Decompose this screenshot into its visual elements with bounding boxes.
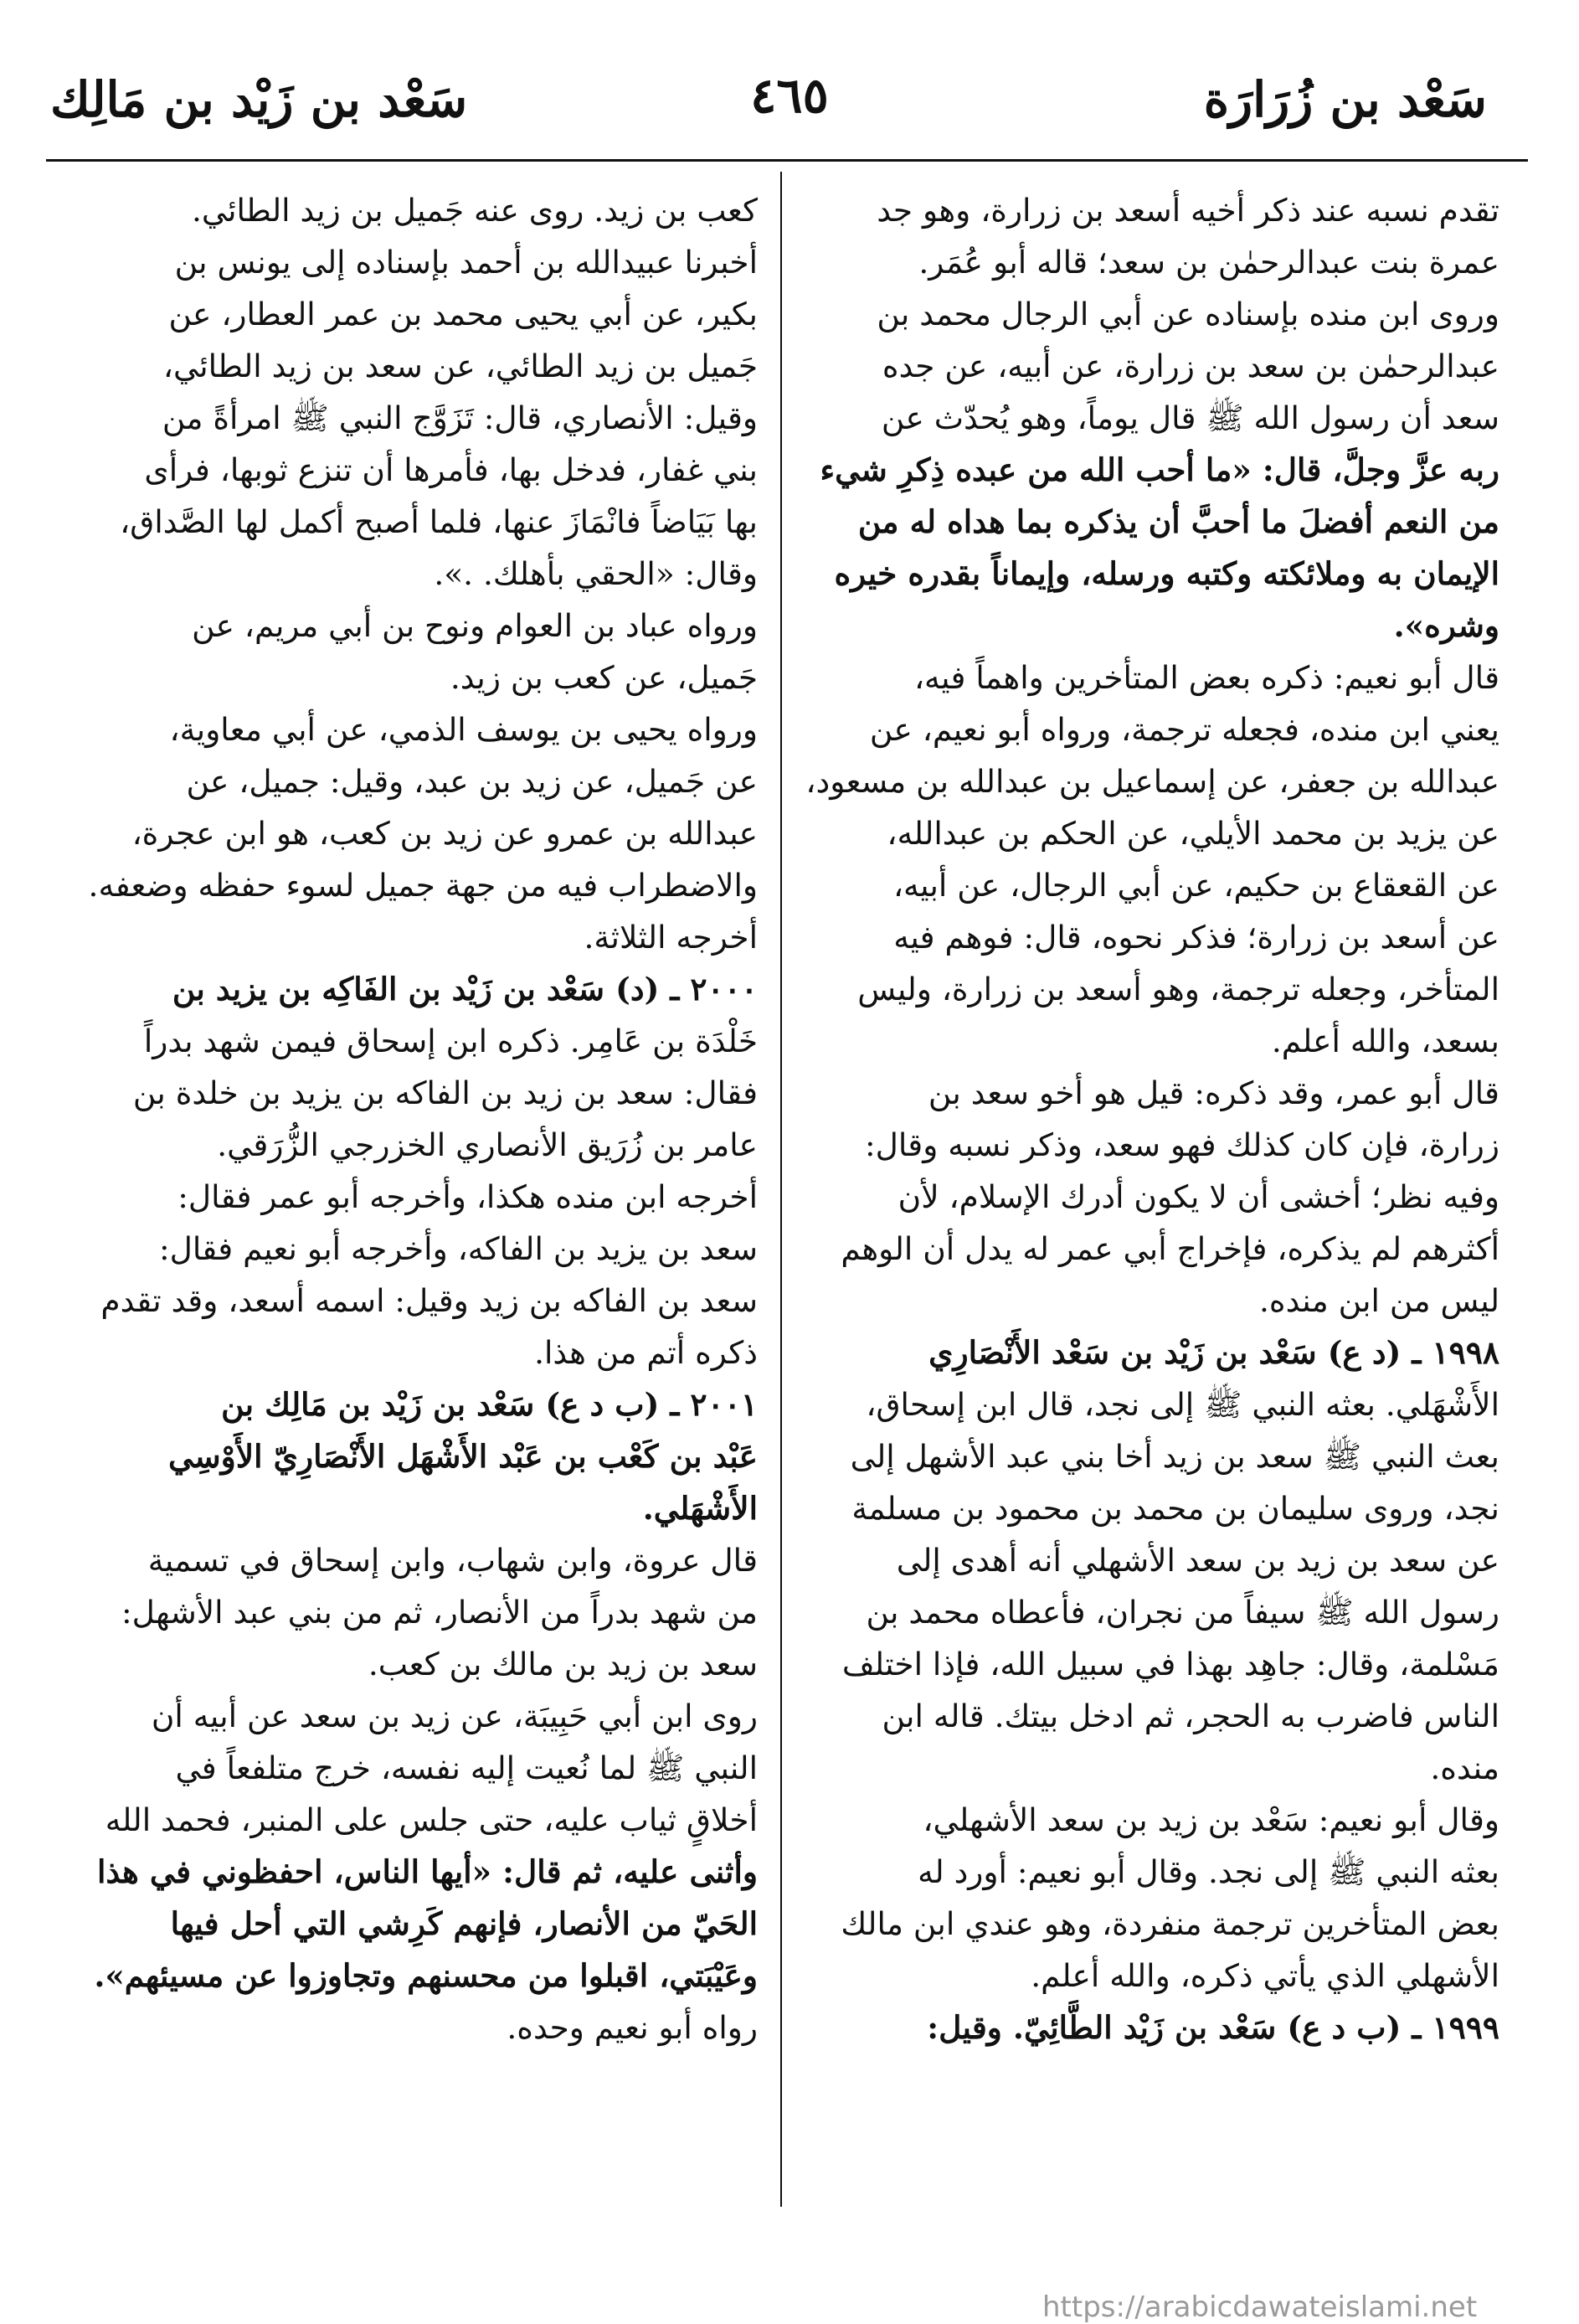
- text-line: بعض المتأخرين ترجمة منفردة، وهو عندي ابن مالك: [841, 1905, 1499, 1942]
- text-line: أخلاقٍ ثياب عليه، حتى جلس على المنبر، فحمد الله: [105, 1801, 758, 1838]
- text-line: وفيه نظر؛ أخشى أن لا يكون أدرك الإسلام، لأن: [898, 1178, 1499, 1215]
- page-header: [0, 0, 1579, 159]
- text-line: فقال: سعد بن زيد بن الفاكه بن يزيد بن خلدة بن: [132, 1074, 758, 1111]
- text-line: وروى ابن منده بإسناده عن أبي الرجال محمد بن: [877, 296, 1499, 332]
- text-line: عبدالله بن جعفر، عن إسماعيل بن عبدالله بن مسعود،: [805, 763, 1499, 800]
- text-line: الأَشْهَلي.: [642, 1490, 758, 1527]
- entry-heading-1999: ١٩٩٩ ـ (ب د ع) سَعْد بن زَيْد الطَّائِيّ. وقيل:: [927, 2009, 1499, 2046]
- text-line: عامر بن زُرَيق الأنصاري الخزرجي الزُّرَقي.: [217, 1126, 758, 1163]
- text-line: الأَشْهَلي. بعثه النبي ﷺ إلى نجد، قال ابن إسحاق،: [866, 1386, 1499, 1423]
- text-line: بسعد، والله أعلم.: [1271, 1023, 1499, 1059]
- text-line: يعني ابن منده، فجعله ترجمة، ورواه أبو نعيم، عن: [869, 711, 1499, 748]
- text-line: الناس فاضرب به الحجر، ثم ادخل بيتك. قاله ابن: [882, 1698, 1499, 1734]
- text-line: مَسْلمة، وقال: جاهِد بهذا في سبيل الله، فإذا اختلف: [841, 1646, 1499, 1682]
- entry-heading-2001: ٢٠٠١ ـ (ب د ع) سَعْد بن زَيْد بن مَالِك بن: [221, 1386, 758, 1423]
- text-line: وقال: «الحقي بأهلك. .».: [434, 555, 758, 592]
- source-url-watermark: https://arabicdawateislami.net: [1042, 2291, 1478, 2324]
- text-line: تقدم نسبه عند ذكر أخيه أسعد بن زرارة، وهو جد: [877, 192, 1499, 229]
- text-line: سعد بن زيد بن مالك بن كعب.: [368, 1646, 758, 1682]
- text-line: بكير، عن أبي يحيى محمد بن عمر العطار، عن: [168, 296, 758, 332]
- text-line: ورواه يحيى بن يوسف الذمي، عن أبي معاوية،: [169, 711, 758, 748]
- text-line: عبدالله بن عمرو عن زيد بن كعب، هو ابن عجرة،: [131, 815, 758, 852]
- page-number: ٤٦٥: [750, 67, 829, 124]
- text-line: خَلْدَة بن عَامِر. ذكره ابن إسحاق فيمن شهد بدراً: [143, 1023, 758, 1059]
- left-column: [38, 184, 758, 2053]
- text-line: عبدالرحمٰن بن سعد بن زرارة، عن أبيه، عن جده: [882, 348, 1499, 384]
- text-line: قال أبو عمر، وقد ذكره: قيل هو أخو سعد بن: [928, 1074, 1499, 1111]
- text-line: ربه عزَّ وجلَّ، قال: «ما أحب الله من عبده ذِكرِ شيء: [820, 451, 1499, 488]
- text-line: ليس من ابن منده.: [1259, 1282, 1499, 1319]
- text-line: جَميل بن زيد الطائي، عن سعد بن زيد الطائي،: [162, 348, 758, 384]
- text-line: وأثنى عليه، ثم قال: «أيها الناس، احفظوني في هذا: [96, 1853, 758, 1890]
- text-line: بني غفار، فدخل بها، فأمرها أن تنزع ثوبها، فرأى: [144, 451, 758, 488]
- text-line: نجد، وروى سليمان بن محمد بن محمود بن مسلمة: [851, 1490, 1499, 1527]
- text-line: وقال أبو نعيم: سَعْد بن زيد بن سعد الأشهلي،: [923, 1801, 1499, 1838]
- text-line: عن جَميل، عن زيد بن عبد، وقيل: جميل، عن: [186, 763, 758, 800]
- text-line: سعد أن رسول الله ﷺ قال يوماً، وهو يُحدّث عن: [881, 399, 1499, 436]
- text-line: الأشهلي الذي يأتي ذكره، والله أعلم.: [1031, 1957, 1499, 1994]
- text-line: بعث النبي ﷺ سعد بن زيد أخا بني عبد الأشهل إلى: [850, 1438, 1499, 1475]
- entry-heading-2000: ٢٠٠٠ ـ (د) سَعْد بن زَيْد بن الفَاكِه بن يزيد بن: [172, 971, 758, 1007]
- text-line: ذكره أتم من هذا.: [534, 1334, 758, 1371]
- text-line: عن سعد بن زيد بن سعد الأشهلي أنه أهدى إلى: [896, 1542, 1499, 1579]
- running-head-right: سَعْد بن زُرَارَة: [1203, 71, 1487, 128]
- text-line: الإيمان به وملائكته وكتبه ورسله، وإيماناً بقدره خيره: [834, 555, 1499, 592]
- text-line: من شهد بدراً من الأنصار، ثم من بني عبد الأشهل:: [121, 1594, 758, 1631]
- text-line: قال عروة، وابن شهاب، وابن إسحاق في تسمية: [147, 1542, 758, 1579]
- text-line: عن يزيد بن محمد الأيلي، عن الحكم بن عبدالله،: [887, 815, 1499, 852]
- text-line: أكثرهم لم يذكره، فإخراج أبي عمر له يدل أن الوهم: [841, 1230, 1499, 1267]
- right-column: [779, 184, 1499, 2053]
- text-line: كعب بن زيد. روى عنه جَميل بن زيد الطائي.: [191, 192, 758, 229]
- running-head-left: سَعْد بن زَيْد بن مَالِك: [50, 71, 468, 128]
- text-line: النبي ﷺ لما نُعيت إليه نفسه، خرج متلفعاً في: [175, 1749, 758, 1786]
- text-line: وقيل: الأنصاري، قال: تَزَوَّج النبي ﷺ امرأةً من: [162, 399, 758, 436]
- text-line: روى ابن أبي حَبِيبَة، عن زيد بن سعد عن أبيه أن: [151, 1698, 758, 1734]
- text-line: منده.: [1430, 1749, 1499, 1786]
- text-line: زرارة، فإن كان كذلك فهو سعد، وذكر نسبه وقال:: [864, 1126, 1499, 1163]
- text-line: المتأخر، وجعله ترجمة، وهو أسعد بن زرارة، وليس: [857, 971, 1499, 1007]
- text-line: بعثه النبي ﷺ إلى نجد. وقال أبو نعيم: أورد له: [918, 1853, 1499, 1890]
- text-line: أخبرنا عبيدالله بن أحمد بإسناده إلى يونس بن: [174, 244, 758, 281]
- text-line: عَبْد بن كَعْب بن عَبْد الأَشْهَل الأَنْصَارِيّ الأَوْسِي: [167, 1438, 758, 1475]
- text-line: والاضطراب فيه من جهة جميل لسوء حفظه وضعفه.: [88, 867, 758, 904]
- text-line: سعد بن الفاكه بن زيد وقيل: اسمه أسعد، وقد تقدم: [100, 1282, 758, 1319]
- text-line: رواه أبو نعيم وحده.: [507, 2009, 758, 2046]
- text-line: وشره».: [1393, 607, 1499, 644]
- text-line: عمرة بنت عبدالرحمٰن بن سعد؛ قاله أبو عُمَر.: [918, 244, 1499, 281]
- text-line: الحَيّ من الأنصار، فإنهم كَرِشي التي أحل فيها: [170, 1905, 758, 1942]
- text-line: من النعم أفضلَ ما أحبَّ أن يذكره بما هداه له من: [857, 503, 1499, 540]
- text-line: وعَيْبَتي، اقبلوا من محسنهم وتجاوزوا عن مسيئهم».: [94, 1957, 758, 1994]
- text-line: سعد بن يزيد بن الفاكه، وأخرجه أبو نعيم فقال:: [159, 1230, 758, 1267]
- entry-heading-1998: ١٩٩٨ ـ (د ع) سَعْد بن زَيْد بن سَعْد الأَنْصَارِي: [928, 1334, 1499, 1371]
- text-line: بها بَيَاضاً فانْمَازَ عنها، فلما أصبح أكمل لها الصَّداق،: [120, 503, 758, 540]
- text-line: رسول الله ﷺ سيفاً من نجران، فأعطاه محمد بن: [866, 1594, 1499, 1631]
- text-line: عن القعقاع بن حكيم، عن أبي الرجال، عن أبيه،: [892, 867, 1499, 904]
- text-line: أخرجه الثلاثة.: [584, 919, 758, 956]
- text-line: أخرجه ابن منده هكذا، وأخرجه أبو عمر فقال:: [177, 1178, 758, 1215]
- text-line: عن أسعد بن زرارة؛ فذكر نحوه، قال: فوهم فيه: [893, 919, 1499, 956]
- header-rule: [46, 159, 1528, 162]
- text-line: جَميل، عن كعب بن زيد.: [450, 659, 758, 696]
- text-line: ورواه عباد بن العوام ونوح بن أبي مريم، عن: [192, 607, 758, 644]
- text-line: قال أبو نعيم: ذكره بعض المتأخرين واهماً فيه،: [913, 659, 1499, 696]
